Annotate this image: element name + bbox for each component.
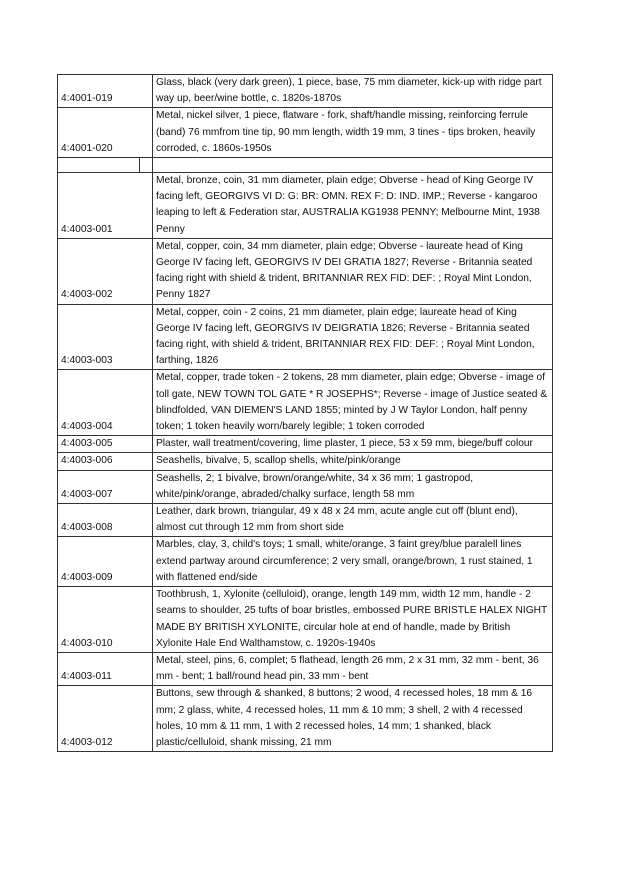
catalogue-number: 4:4003-010 xyxy=(58,587,153,653)
catalogue-number: 4:4003-012 xyxy=(58,686,153,752)
catalogue-number: 4:4003-004 xyxy=(58,370,153,436)
catalogue-number: 4:4003-005 xyxy=(58,436,153,453)
catalogue-number: 4:4003-002 xyxy=(58,238,153,304)
item-description: Metal, steel, pins, 6, complet; 5 flathead, length 26 mm, 2 x 31 mm, 32 mm - bent, 36 mm - bent; 1 ball/round head pin, 33 mm - bent xyxy=(153,652,553,685)
catalogue-number: 4:4003-011 xyxy=(58,652,153,685)
catalogue-number: 4:4003-007 xyxy=(58,470,153,503)
table-row xyxy=(58,370,553,436)
table-row xyxy=(58,75,553,108)
item-description: Seashells, 2; 1 bivalve, brown/orange/white, 34 x 36 mm; 1 gastropod, white/pink/orange, abraded/chalky surface, length 58 mm xyxy=(153,470,553,503)
catalogue-number: 4:4003-008 xyxy=(58,504,153,537)
table-row xyxy=(58,470,553,503)
catalogue-number xyxy=(58,158,153,173)
item-description xyxy=(153,158,553,173)
item-description: Metal, copper, coin, 34 mm diameter, plain edge; Obverse - laureate head of King George IV facing left, GEORGIVS IV DEI GRATIA 1827; Reverse - Britannia seated facing right with shield & trident, BRITANNIAR REX FID: DEF: ; Royal Mint London, Penny 1827 xyxy=(153,238,553,304)
catalogue-number: 4:4003-001 xyxy=(58,173,153,239)
item-description: Glass, black (very dark green), 1 piece, base, 75 mm diameter, kick-up with ridge part way up, beer/wine bottle, c. 1820s-1870s xyxy=(153,75,553,108)
item-description: Leather, dark brown, triangular, 49 x 48 x 24 mm, acute angle cut off (blunt end), almost cut through 12 mm from short side xyxy=(153,504,553,537)
table-row xyxy=(58,652,553,685)
table-row xyxy=(58,504,553,537)
catalogue-table xyxy=(57,74,553,752)
table-row xyxy=(58,436,553,453)
catalogue-number: 4:4003-006 xyxy=(58,453,153,470)
catalogue-number: 4:4003-003 xyxy=(58,304,153,370)
table-row xyxy=(58,108,553,158)
item-description: Metal, copper, trade token - 2 tokens, 28 mm diameter, plain edge; Obverse - image of toll gate, NEW TOWN TOL GATE * R JOSEPHS*; Reverse - image of Justice seated & blindfolded, VAN DIEMEN'S LAND 1855; minted by J W Taylor London, half penny token; 1 token heavily worn/barely legible; 1 token corroded xyxy=(153,370,553,436)
blank-subcell xyxy=(139,158,153,172)
item-description: Plaster, wall treatment/covering, lime plaster, 1 piece, 53 x 59 mm, biege/buff colour xyxy=(153,436,553,453)
catalogue-number: 4:4003-009 xyxy=(58,537,153,587)
item-description: Buttons, sew through & shanked, 8 buttons; 2 wood, 4 recessed holes, 18 mm & 16 mm; 2 glass, white, 4 recessed holes, 11 mm & 10 mm; 3 shell, 2 with 4 recessed holes, 10 mm & 11 mm, 1 with 2 recessed holes, 14 mm; 1 shanked, black plastic/celluloid, shank missing, 21 mm xyxy=(153,686,553,752)
item-description: Metal, bronze, coin, 31 mm diameter, plain edge; Obverse - head of King George IV facing left, GEORGIVS VI D: G: BR: OMN. REX F: D: IND. IMP.; Reverse - kangaroo leaping to left & Federation star, AUSTRALIA KG1938 PENNY; Melbourne Mint, 1938 Penny xyxy=(153,173,553,239)
catalogue-number: 4:4001-020 xyxy=(58,108,153,158)
table-row xyxy=(58,686,553,752)
table-row xyxy=(58,537,553,587)
item-description: Toothbrush, 1, Xylonite (celluloid), orange, length 149 mm, width 12 mm, handle - 2 seams to shoulder, 25 tufts of boar bristles, embossed PURE BRISTLE HALEX NIGHT MADE BY BRITISH XYLONITE, circular hole at end of handle, made by British Xylonite Hale End Walthamstow, c. 1920s-1940s xyxy=(153,587,553,653)
item-description: Marbles, clay, 3, child's toys; 1 small, white/orange, 3 faint grey/blue paralell lines extend partway around circumference; 2 very small, orange/brown, 1 rust stained, 1 with flattened end/side xyxy=(153,537,553,587)
catalogue-number: 4:4001-019 xyxy=(58,75,153,108)
item-description: Metal, nickel silver, 1 piece, flatware - fork, shaft/handle missing, reinforcing ferrule (band) 76 mmfrom tine tip, 90 mm length, width 19 mm, 3 tines - tips broken, heavily corroded, c. 1860s-1950s xyxy=(153,108,553,158)
blank-separator-row xyxy=(58,158,553,173)
table-row xyxy=(58,453,553,470)
table-row xyxy=(58,238,553,304)
table-row xyxy=(58,587,553,653)
table-row xyxy=(58,173,553,239)
table-row xyxy=(58,304,553,370)
item-description: Metal, copper, coin - 2 coins, 21 mm diameter, plain edge; laureate head of King George IV facing left, GEORGIVS IV DEIGRATIA 1826; Reverse - Britannia seated facing right, with shield & trident, BRITANNIAR REX FID: DEF: ; Royal Mint London, farthing, 1826 xyxy=(153,304,553,370)
item-description: Seashells, bivalve, 5, scallop shells, white/pink/orange xyxy=(153,453,553,470)
